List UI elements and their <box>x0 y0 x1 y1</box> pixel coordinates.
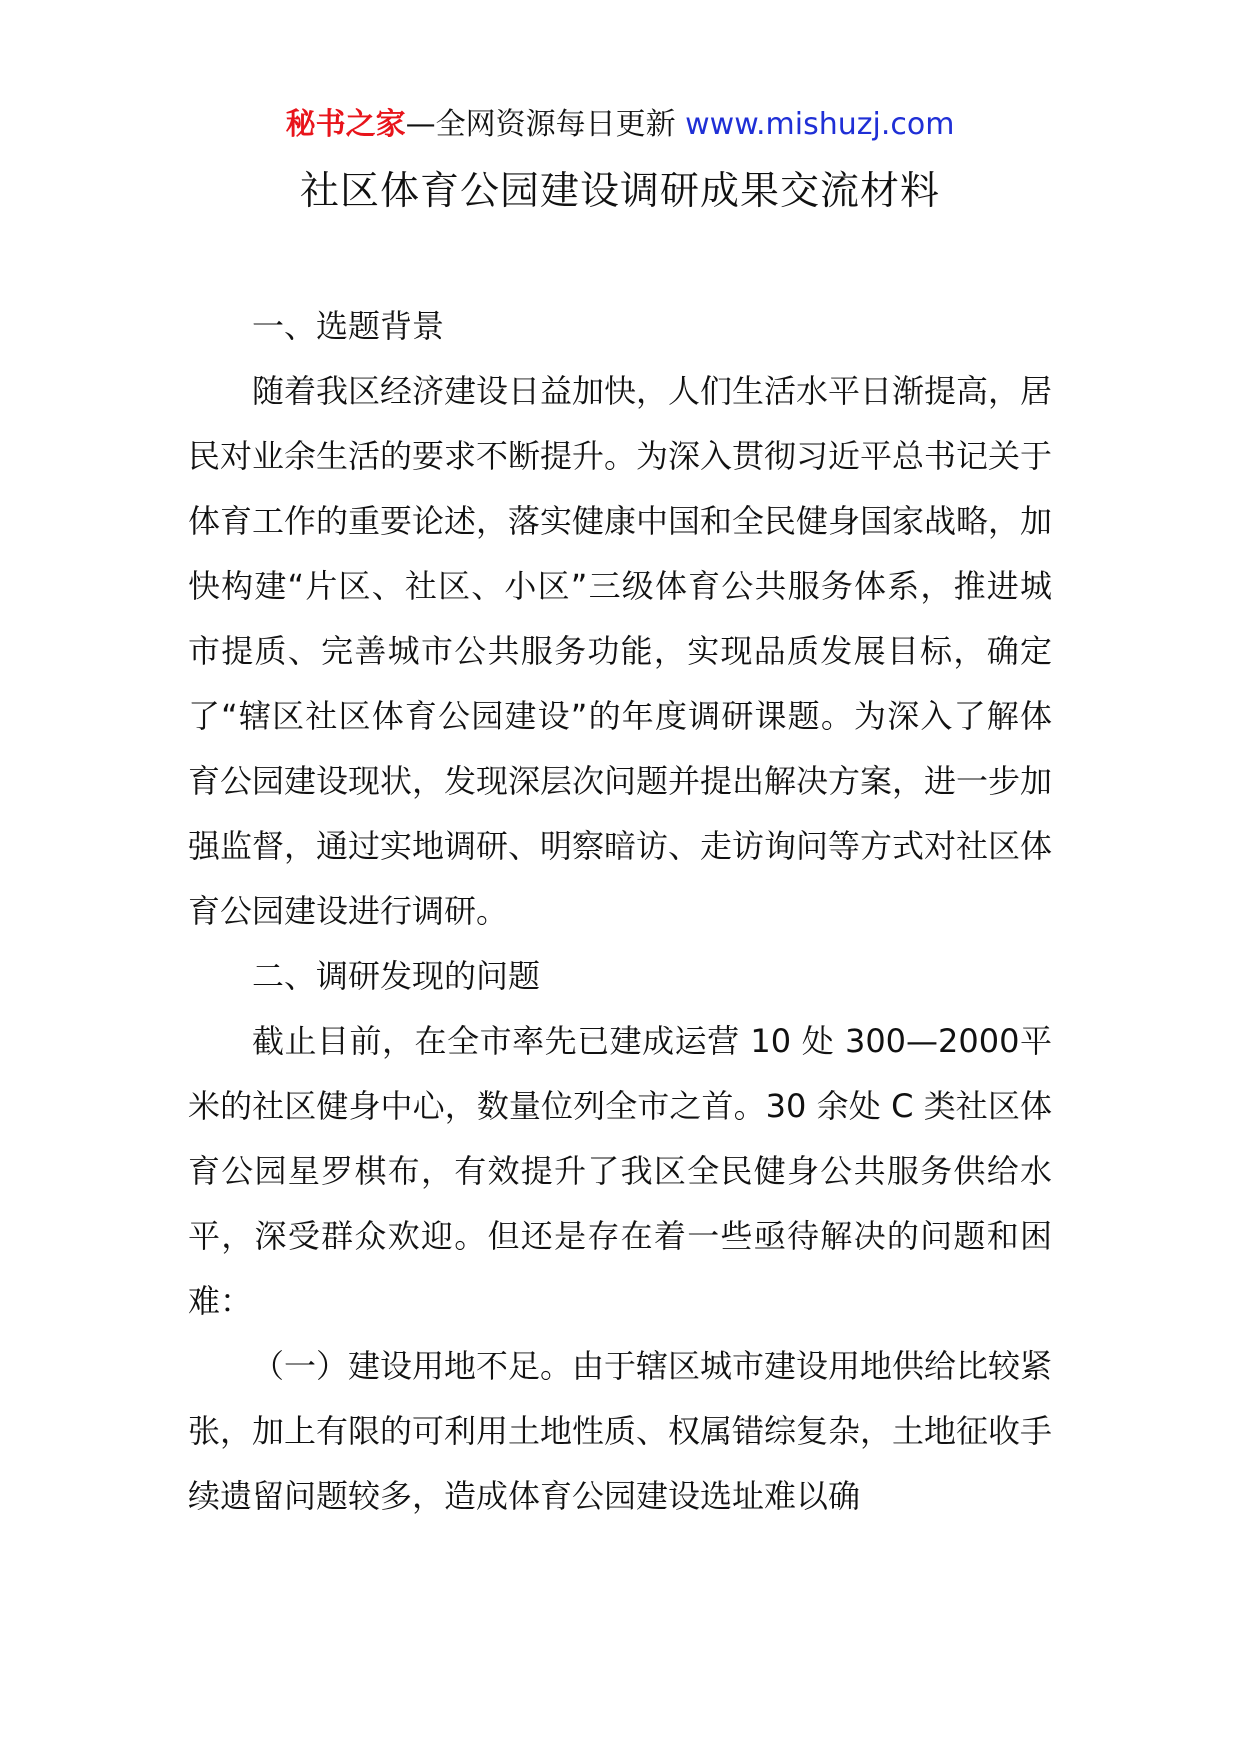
brand-name: 秘书之家 <box>285 107 406 142</box>
paragraph-background: 随着我区经济建设日益加快，人们生活水平日渐提高，居民对业余生活的要求不断提升。为深入贯彻习近平总书记关于体育工作的重要论述，落实健康中国和全民健身国家战略，加快构建“片区、社区、小区”三级体育公共服务体系，推进城市提质、完善城市公共服务功能，实现品质发展目标，确定了“辖区社区体育公园建设”的年度调研课题。为深入了解体育公园建设现状，发现深层次问题并提出解决方案，进一步加强监督，通过实地调研、明察暗访、走访询问等方式对社区体育公园建设进行调研。 <box>188 372 1053 930</box>
section-heading-background: 一、选题背景 <box>252 307 445 345</box>
site-banner <box>0 100 1240 150</box>
section-heading-problems: 二、调研发现的问题 <box>252 957 541 995</box>
paragraph-problems-intro: 截止目前，在全市率先已建成运营 10 处 300—2000平米的社区健身中心，数量位列全市之首。30 余处 C 类社区体育公园星罗棋布，有效提升了我区全民健身公共服务供给水平，深受群众欢迎。但还是存在着一些亟待解决的问题和困难： <box>188 1022 1052 1320</box>
document-body <box>188 294 1052 1529</box>
banner-slogan: —全网资源每日更新 <box>405 107 686 142</box>
document-title: 社区体育公园建设调研成果交流材料 <box>299 169 940 214</box>
paragraph-problem-land: （一）建设用地不足。由于辖区城市建设用地供给比较紧张，加上有限的可利用土地性质、权属错综复杂，土地征收手续遗留问题较多，造成体育公园建设选址难以确 <box>188 1347 1053 1515</box>
site-url-link[interactable]: www.mishuzj.com <box>685 107 955 142</box>
